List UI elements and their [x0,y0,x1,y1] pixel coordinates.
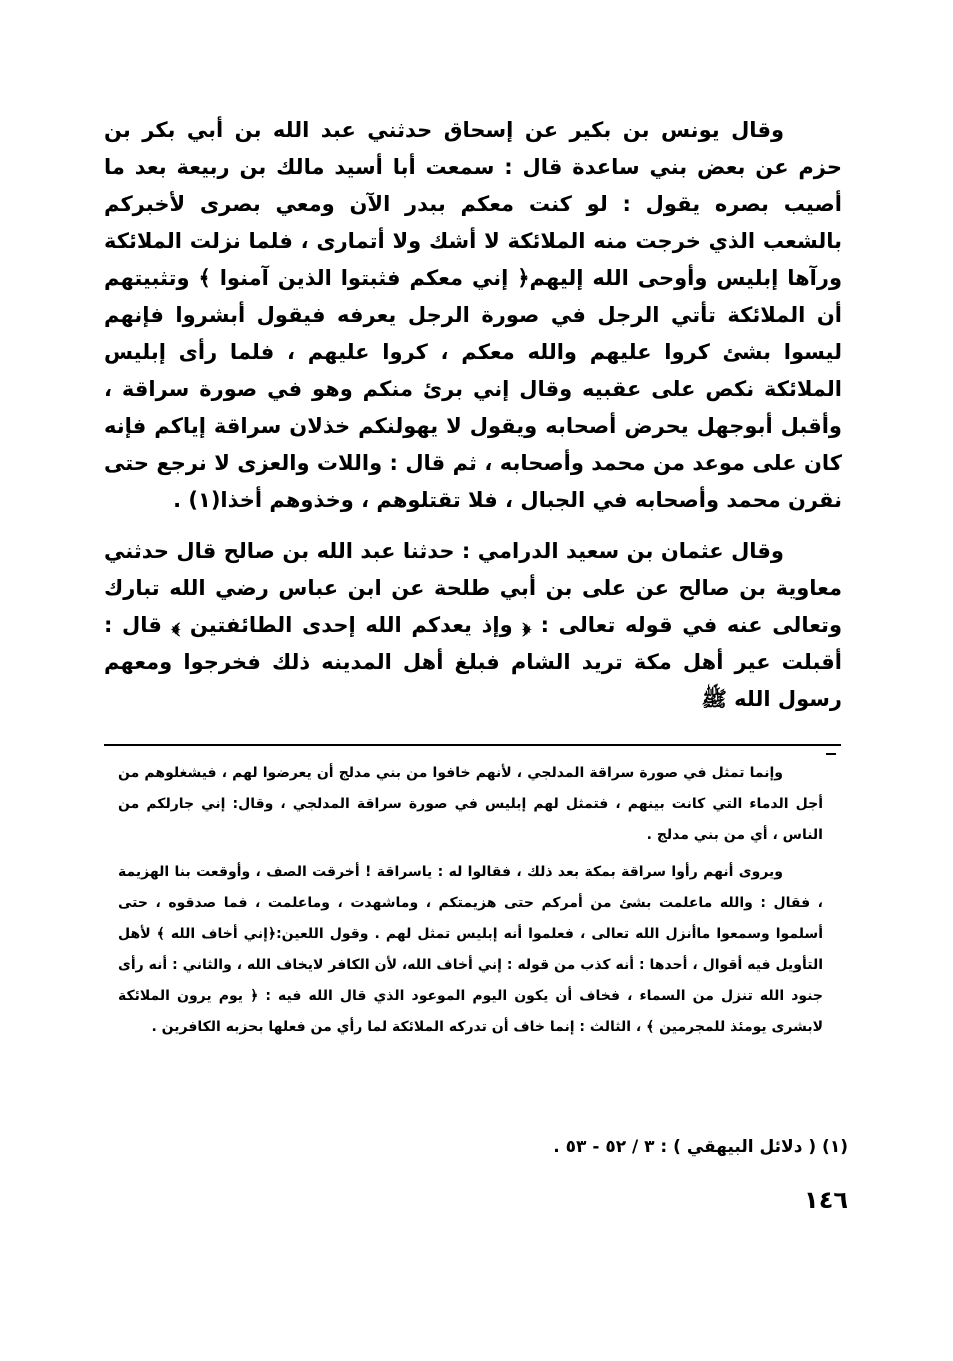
footnotes [118,758,823,1049]
footnote-separator [104,744,841,746]
page-number: ١٤٦ [804,1186,848,1214]
main-paragraph-2: وقال عثمان بن سعيد الدرامي : حدثنا عبد الله بن صالح قال حدثني معاوية بن صالح عن على بن أبي طلحة عن ابن عباس رضي الله تبارك وتعالى عنه في قوله تعالى : ﴿ وإذ يعدكم الله إحدى الطائفتين ﴾ قال : أقبلت عير أهل مكة تريد الشام فبلغ أهل المدينه ذلك فخرجوا ومعهم رسول الله ﷺ [104,539,842,711]
main-text [104,112,842,732]
footnote-paragraph-1: وإنما تمثل في صورة سراقة المدلجي ، لأنهم خافوا من بني مدلج أن يعرضوا لهم ، فيشغلوهم من أجل الدماء التي كانت بينهم ، فتمثل لهم إبليس في صورة سراقة المدلجي ، وقال: إني جارلكم من الناس ، أي من بني مدلج . [118,765,823,843]
footnote-citation: (١) ( دلائل البيهقي ) : ٣ / ٥٢ - ٥٣ . [553,1137,848,1157]
footnote-dash [826,753,836,755]
main-paragraph-1: وقال يونس بن بكير عن إسحاق حدثني عبد الله بن أبي بكر بن حزم عن بعض بني ساعدة قال : سمعت أبا أسيد مالك بن ربيعة بعد ما أصيب بصره يقول : لو كنت معكم ببدر الآن ومعي بصرى لأخبركم بالشعب الذي خرجت منه الملائكة لا أشك ولا أتمارى ، فلما نزلت الملائكة ورآها إبليس وأوحى الله إليهم﴿ إني معكم فثبتوا الذين آمنوا ﴾ وتثبيتهم أن الملائكة تأتي الرجل في صورة الرجل يعرفه فيقول أبشروا فإنهم ليسوا بشئ كروا عليهم والله معكم ، كروا عليهم ، فلما رأى إبليس الملائكة نكص على عقبيه وقال إني برئ منكم وهو في صورة سراقة ، وأقبل أبوجهل يحرض أصحابه ويقول لا يهولنكم خذلان سراقة إياكم فإنه كان على موعد من محمد وأصحابه ، ثم قال : واللات والعزى لا نرجع حتى نقرن محمد وأصحابه في الجبال ، فلا تقتلوهم ، وخذوهم أخذا(١) . [104,118,842,512]
footnote-paragraph-2: ويروى أنهم رأوا سراقة بمكة بعد ذلك ، فقالوا له : ياسراقة ! أخرقت الصف ، وأوقعت بنا الهزيمة ، فقال : والله ماعلمت بشئ من أمركم حتى هزيمتكم ، وماشهدت ، وماعلمت ، فما صدقوه ، حتى أسلموا وسمعوا ماأنزل الله تعالى ، فعلموا أنه إبليس تمثل لهم . وقول اللعين:﴿إني أخاف الله ﴾ لأهل التأويل فيه أقوال ، أحدها : أنه كذب من قوله : إني أخاف الله، لأن الكافر لايخاف الله ، والثاني : أنه رأى جنود الله تنزل من السماء ، فخاف أن يكون اليوم الموعود الذي قال الله فيه : ﴿ يوم يرون الملائكة لابشرى يومئذ للمجرمين ﴾ ، الثالث : إنما خاف أن تدركه الملائكة لما رأي من فعلها بحزبه الكافرين . [118,864,823,1035]
